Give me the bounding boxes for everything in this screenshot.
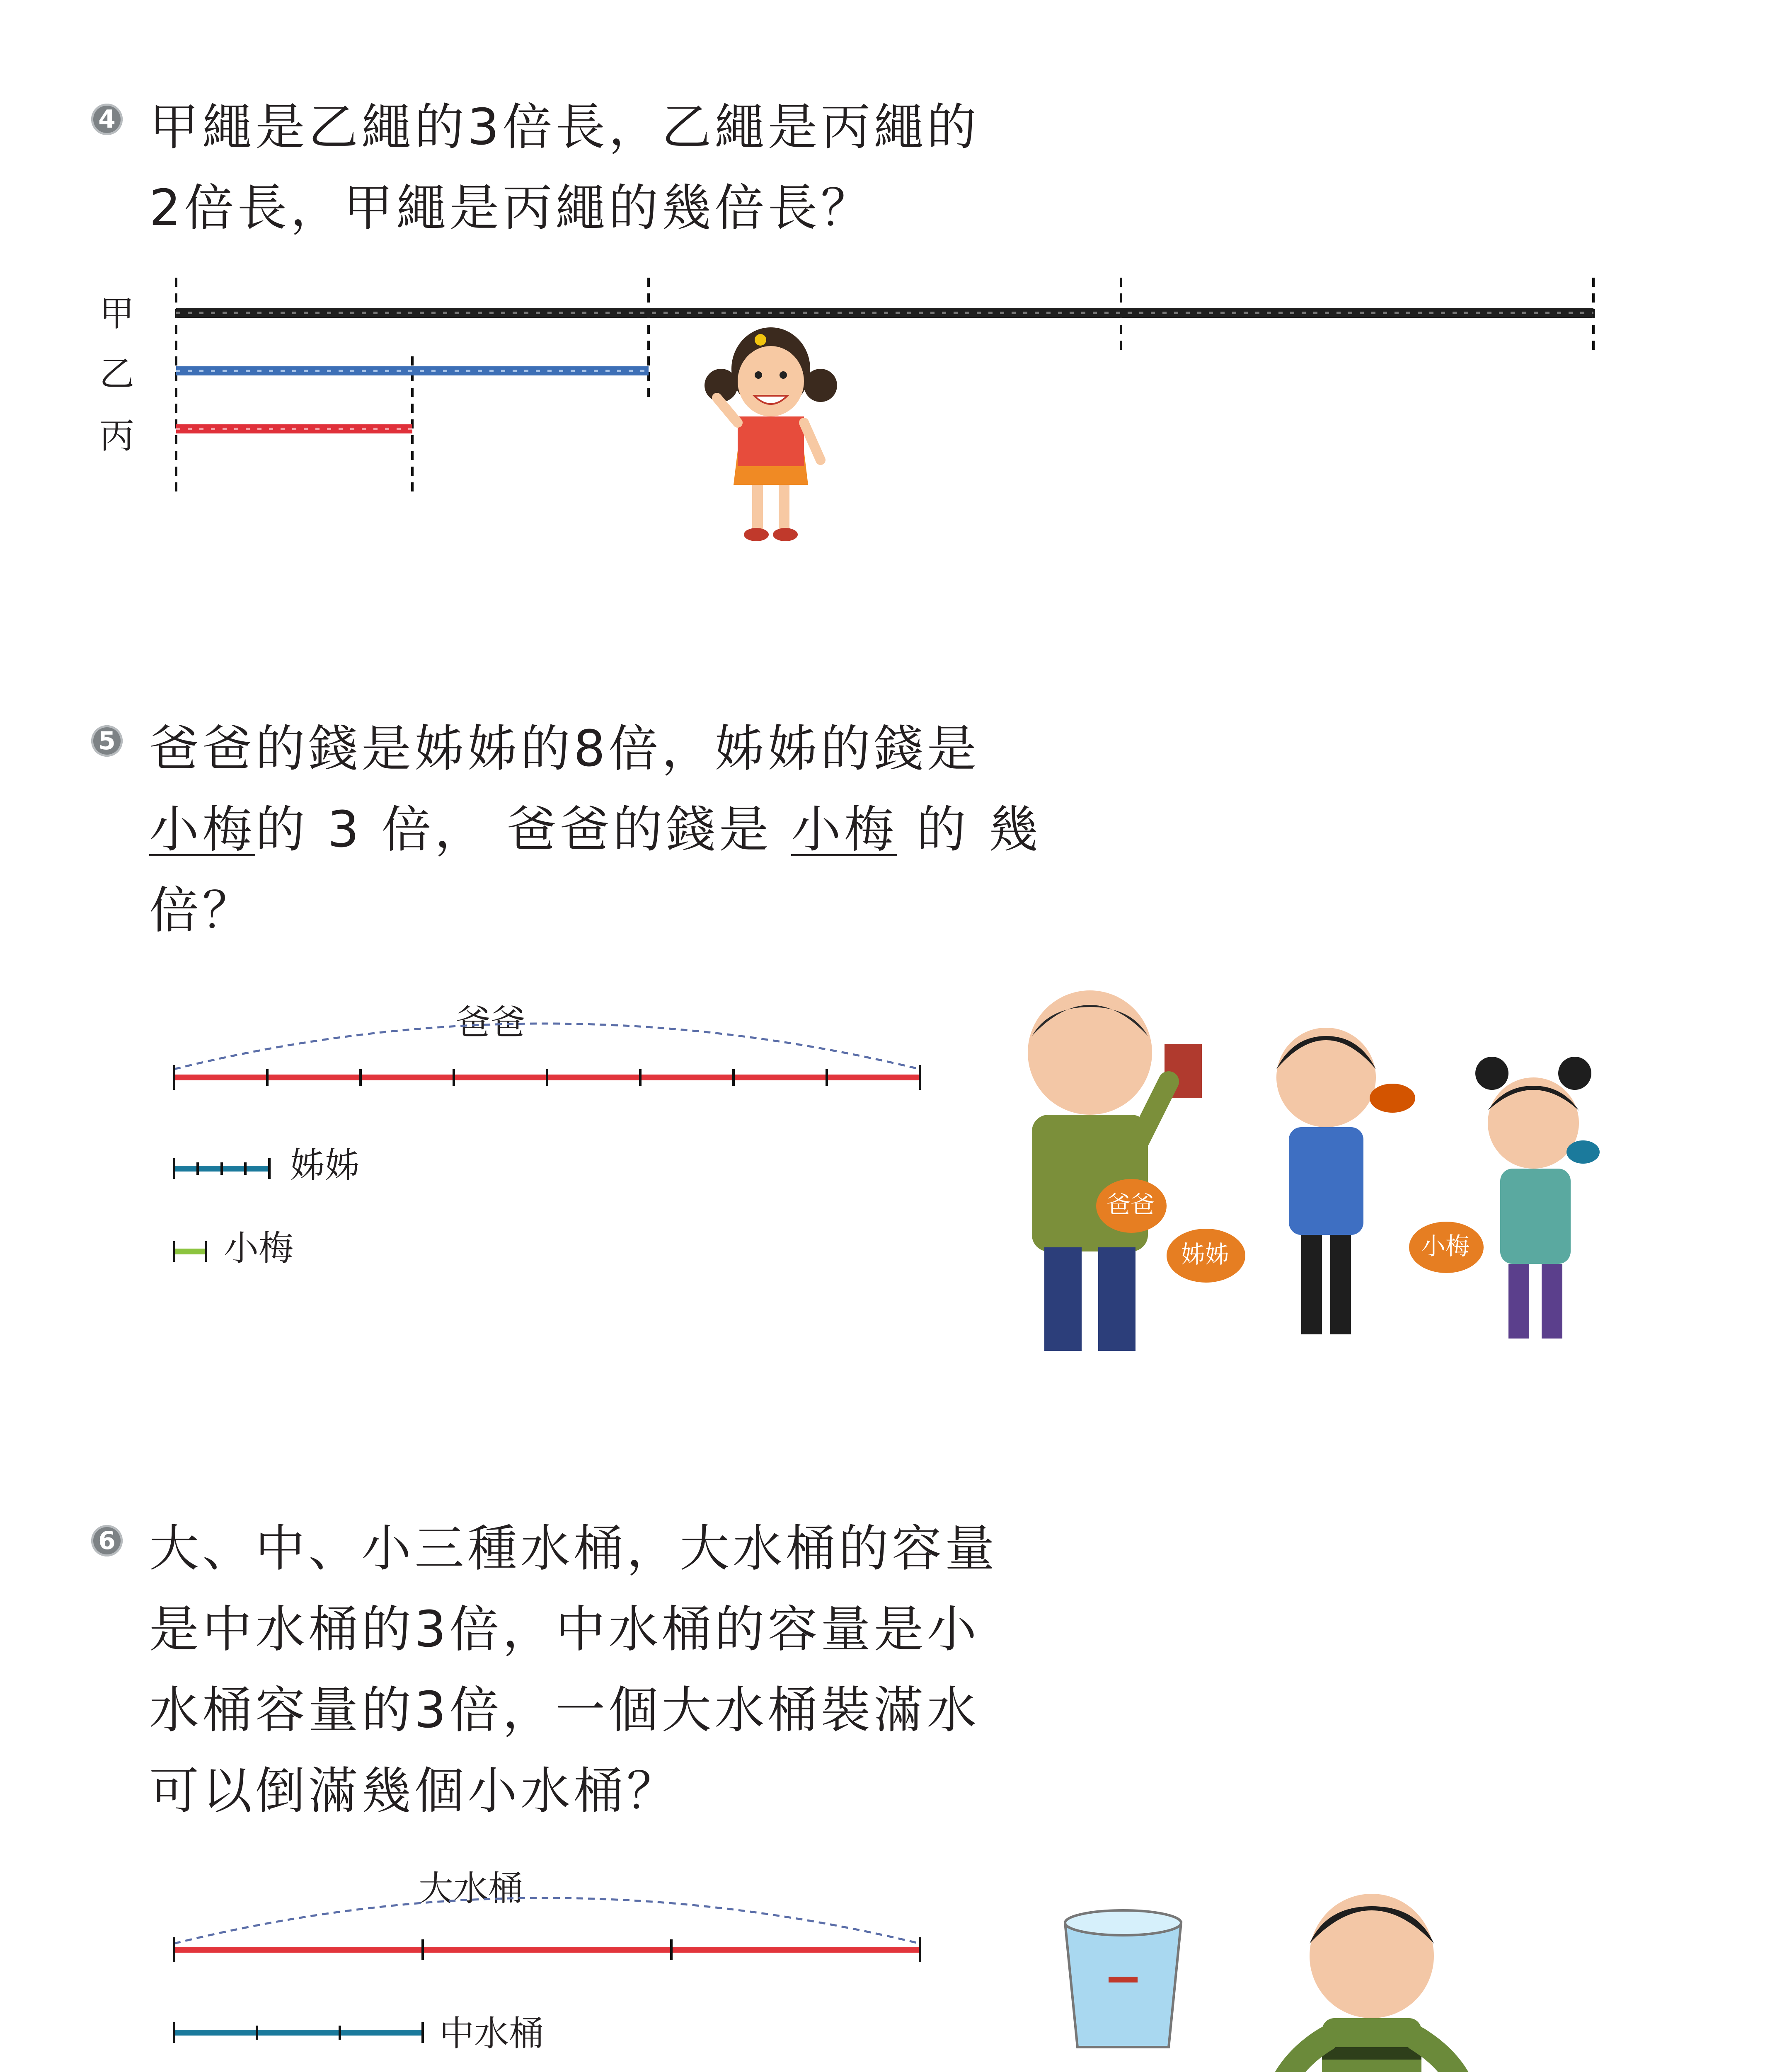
problem-number-badge: 5	[91, 725, 123, 757]
problem-text-line: 水桶容量的3倍，一個大水桶裝滿水	[149, 1682, 980, 1739]
problem-text-line: 2倍長，甲繩是丙繩的幾倍長？	[149, 179, 874, 237]
problem-text-line: 大、中、小三種水桶，大水桶的容量	[149, 1520, 998, 1578]
problem-text-line: 可以倒滿幾個小水桶？	[149, 1762, 680, 1820]
problem-text-line: 甲繩是乙繩的3倍長，乙繩是丙繩的	[149, 99, 980, 156]
problem-text	[149, 1508, 1724, 1832]
girl-illustration	[684, 323, 858, 547]
medium-bucket-bar-label: 中水桶	[439, 2013, 544, 2054]
problem-number-badge: 6	[91, 1525, 123, 1556]
problem-text-line: 小梅的 3 倍， 爸爸的錢是 小梅 的 幾	[149, 801, 1042, 859]
speech-bubble-dad-text: 爸爸	[1106, 1191, 1155, 1219]
speech-bubble-xiaomei-text: 小梅	[1421, 1232, 1470, 1260]
problem-text	[149, 709, 1724, 951]
dad-bar-brace	[174, 1024, 920, 1069]
large-bucket-bar-label: 大水桶	[410, 1861, 531, 1911]
sister-bar-label: 姊姊	[290, 1145, 360, 1186]
problem-text-line: 是中水桶的3倍，中水桶的容量是小	[149, 1601, 980, 1658]
rope-label-b: 乙	[99, 353, 135, 394]
problem-text-line: 倍？	[149, 882, 255, 939]
money-diagram-svg	[0, 953, 953, 1285]
rope-diagram-svg	[0, 0, 1765, 539]
person-name-xiaomei: 小梅	[149, 801, 255, 859]
rope-label-c: 丙	[99, 416, 135, 456]
bucket-diagram-svg	[0, 1823, 953, 2072]
large-bucket-bar-brace	[174, 1898, 920, 1944]
man-with-buckets-illustration	[1057, 1873, 1629, 2072]
dad-bar-label: 爸爸	[448, 995, 534, 1045]
problem-number-badge: 4	[91, 104, 123, 135]
problem-text-line: 爸爸的錢是姊姊的8倍，姊姊的錢是	[149, 720, 980, 778]
person-name-xiaomei: 小梅	[791, 801, 897, 859]
family-illustration	[974, 974, 1658, 1368]
xiaomei-bar-label: 小梅	[224, 1228, 294, 1268]
speech-bubble-sister-text: 姊姊	[1181, 1240, 1230, 1268]
rope-label-a: 甲	[99, 293, 135, 334]
